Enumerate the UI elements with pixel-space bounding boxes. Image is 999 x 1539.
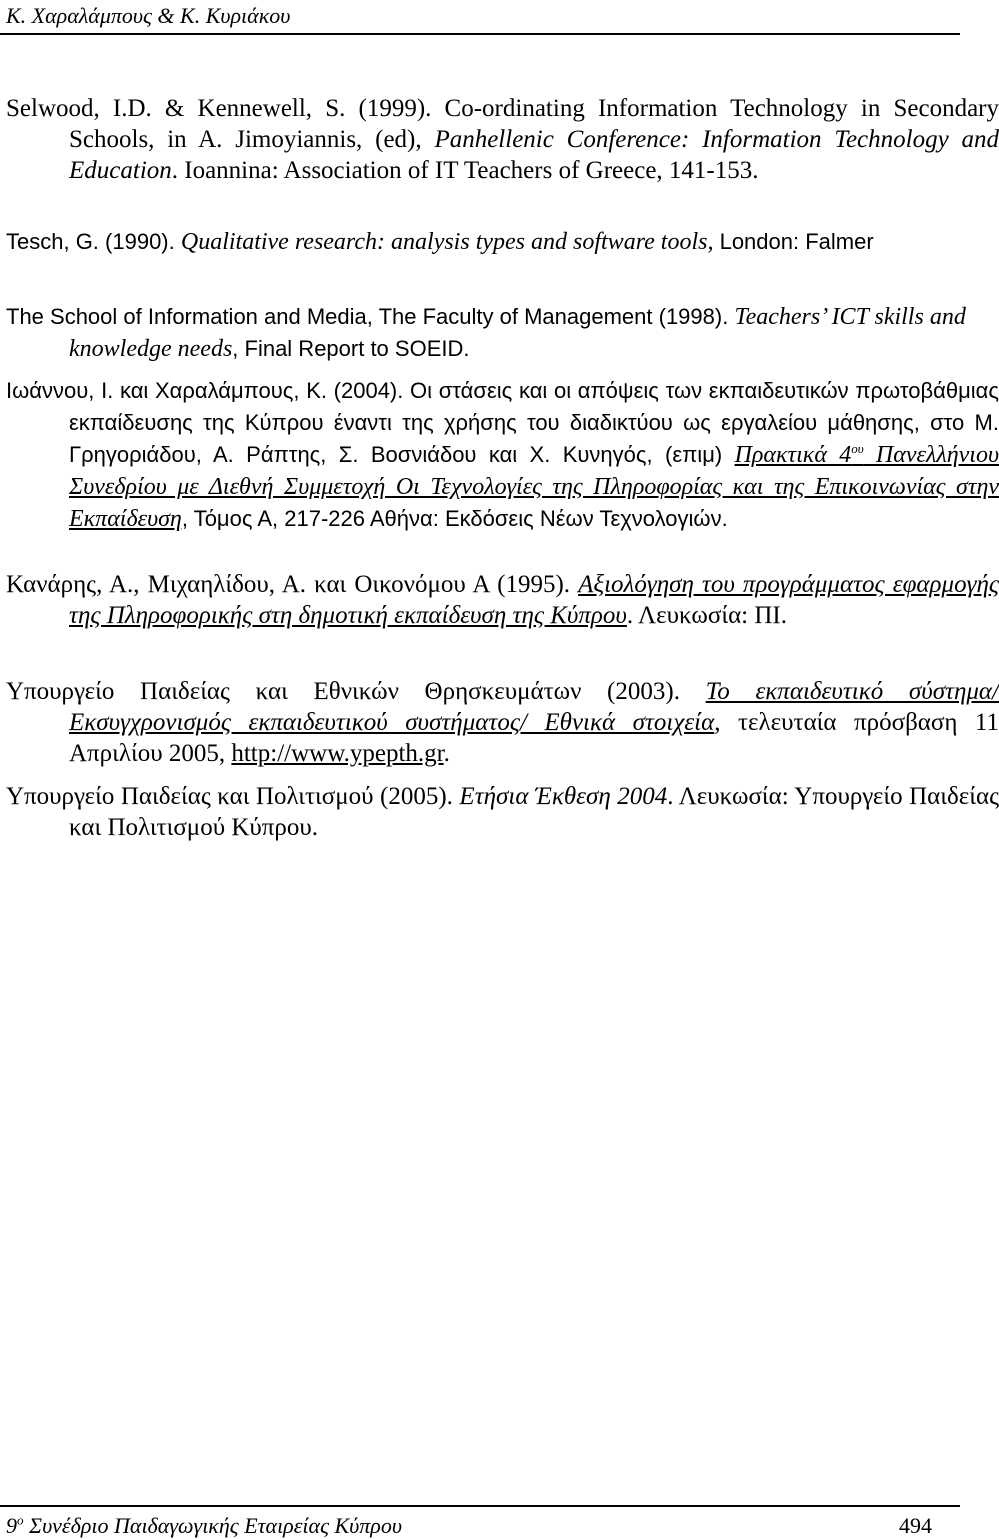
reference-ioannou	[6, 375, 999, 535]
ref-author: Κανάρης, Α., Μιχαηλίδου, Α. και Οικονόμου Α (1995).	[6, 571, 579, 598]
header-rule	[0, 33, 960, 35]
ref-title: Teachers’ ICT skills and knowledge needs	[69, 304, 966, 362]
ref-author: Selwood, I.D. & Kennewell, S. (1999). Co-ordinating Information Technology in Secondary Schools, in A. Jimoyiannis, (ed),	[6, 95, 999, 153]
ref-title: Πρακτικά $4^{o\upsilon}$ Πανελλήνιου Συνεδρίου με Διεθνή Συμμετοχή Οι Τεχνολογίες της Πληροφορίας και της Επικοινωνίας στην Εκπαίδευση	[69, 441, 999, 532]
reference-tesch	[6, 226, 999, 258]
reference-selwood	[6, 93, 999, 186]
page-number: 494	[899, 1513, 932, 1538]
ref-rest: , τελευταία πρόσβαση 11 Απριλίου 2005,	[69, 709, 999, 767]
ref-rest: , Final Report to SOEID.	[232, 336, 470, 361]
footer-rule	[0, 1505, 960, 1507]
ref-title: Το εκπαιδευτικό σύστημα/ Εκσυγχρονισμός εκπαιδευτικού συστήματος/ Εθνικά στοιχεία	[69, 678, 999, 736]
footer-conference: $9^o$ Συνέδριο Παιδαγωγικής Εταιρείας Κύπρου	[6, 1512, 402, 1538]
ref-rest: . Ioannina: Association of IT Teachers of Greece, 141-153.	[171, 157, 759, 184]
ref-title: Ετήσια Έκθεση 2004	[459, 783, 668, 810]
ref-author: Ιωάννου, Ι. και Χαραλάμπους, Κ. (2004). Οι στάσεις και οι απόψεις των εκπαιδευτικών πρωτοβάθμιας εκπαίδευσης της Κύπρου έναντι της χρήσης του διαδικτύου ως εργαλείου μάθησης, στο Μ. Γρηγοριάδου, Α. Ράπτης, Σ. Βοσνιάδου και Χ. Κυνηγός, (επιμ)	[6, 378, 999, 467]
reference-kanaris	[6, 569, 999, 631]
reference-ypourgeio-2005	[6, 781, 999, 843]
reference-ypourgeio-2003: Υπουργείο Παιδείας και Εθνικών Θρησκευμάτων (2003). Το εκπαιδευτικό σύστημα/ Εκσυγχρονισμός εκπαιδευτικού συστήματος/ Εθνικά στοιχεία, τελευταία πρόσβαση 11 Απριλίου 2005, http://www.ypepth.gr.	[6, 678, 999, 767]
running-header: Κ. Χαραλάμπους & Κ. Κυριάκου	[6, 3, 291, 28]
ref-title: Panhellenic Conference: Information Technology and Education	[69, 126, 999, 184]
ref-author: Υπουργείο Παιδείας και Πολιτισμού (2005).	[6, 783, 460, 810]
ref-title: Αξιολόγηση του προγράμματος εφαρμογής της Πληροφορικής στη δημοτική εκπαίδευση της Κύπρου	[69, 571, 999, 629]
ref-author: Tesch, G. (1990).	[6, 229, 181, 254]
reference-school-of-information	[6, 301, 999, 365]
ref-rest: . Λευκωσία: ΠΙ.	[626, 602, 788, 629]
ref-title: Qualitative research: analysis types and software tools,	[180, 229, 714, 255]
ref-author: Υπουργείο Παιδείας και Εθνικών Θρησκευμάτων (2003).	[6, 678, 706, 705]
ref-link[interactable]: http://www.ypepth.gr	[231, 740, 444, 767]
ref-rest: London: Falmer	[713, 229, 874, 254]
ref-rest: . Λευκωσία: Υπουργείο Παιδείας και Πολιτισμού Κύπρου.	[69, 783, 999, 841]
ref-rest: , Τόμος Α, 217-226 Αθήνα: Εκδόσεις Νέων Τεχνολογιών.	[181, 506, 728, 531]
ref-author: The School of Information and Media, The Faculty of Management (1998).	[6, 304, 735, 329]
